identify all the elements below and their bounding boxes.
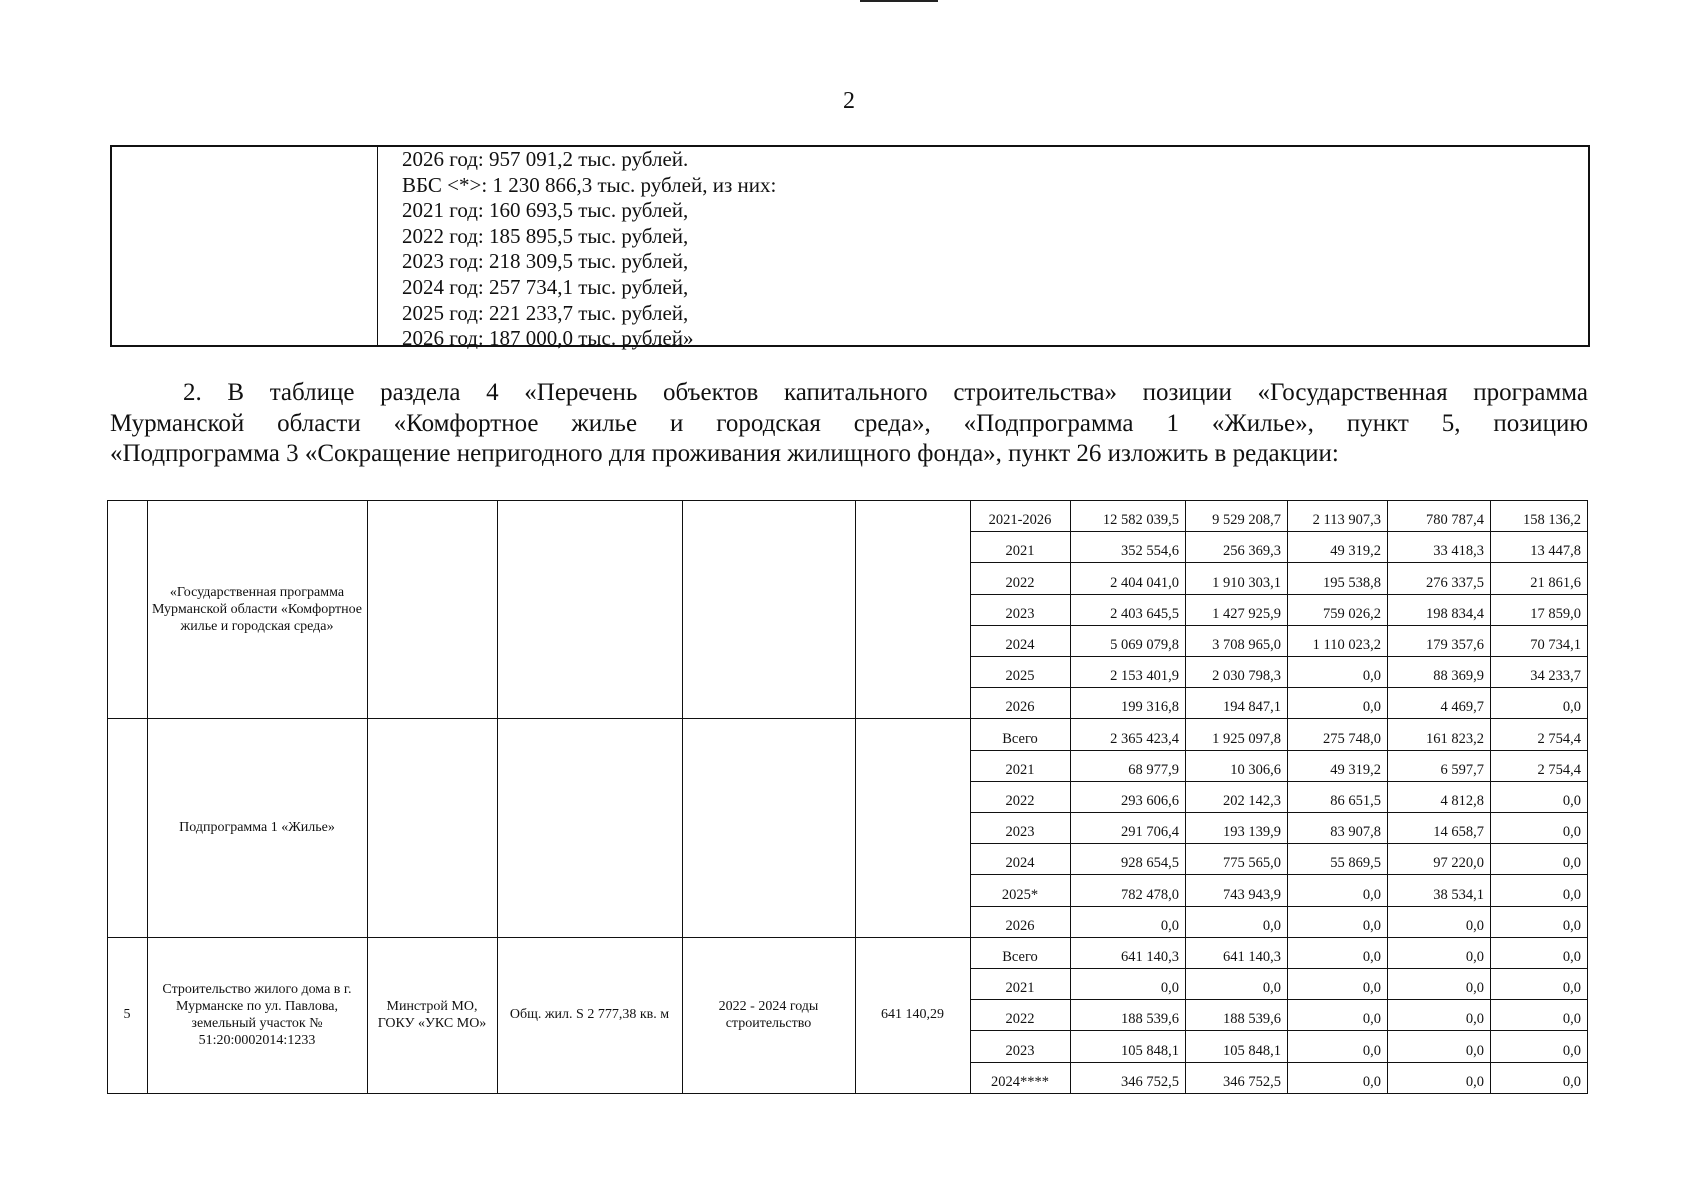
year-cell: 2023	[1005, 605, 1035, 622]
amount-cell: 0,0	[1562, 948, 1581, 965]
year-cell: 2021-2026	[988, 512, 1052, 529]
amount-cell: 198 834,4	[1426, 605, 1484, 622]
cost-cell	[859, 718, 966, 936]
amount-cell: 346 752,5	[1223, 1073, 1281, 1090]
capacity-cell: Общ. жил. S 2 777,38 кв. м	[509, 1007, 670, 1023]
amount-cell: 0,0	[1362, 699, 1381, 716]
row-number-cell	[111, 718, 143, 936]
amount-cell: 641 140,3	[1121, 948, 1179, 965]
year-cell: 2025	[1005, 668, 1035, 685]
capacity-cell	[501, 500, 678, 718]
amount-cell: 17 859,0	[1530, 605, 1581, 622]
row-number-cell	[111, 500, 143, 718]
amount-cell: 10 306,6	[1230, 761, 1281, 778]
amount-cell: 2 030 798,3	[1212, 668, 1281, 685]
amount-cell: 21 861,6	[1530, 574, 1581, 591]
amount-cell: 0,0	[1465, 917, 1484, 934]
amount-cell: 0,0	[1362, 1011, 1381, 1028]
year-cell: 2021	[1005, 980, 1035, 997]
amount-cell: 1 110 023,2	[1312, 636, 1381, 653]
object-name-cell: Строительство жилого дома в г. Мурманске по ул. Павлова, земельный участок № 51:20:0002014:1233	[162, 981, 352, 1048]
year-cell: 2022	[1005, 792, 1035, 809]
object-name-cell: Подпрограмма 1 «Жилье»	[179, 820, 335, 836]
amount-cell: 256 369,3	[1223, 543, 1281, 560]
amount-cell: 105 848,1	[1223, 1042, 1281, 1059]
amount-cell: 0,0	[1160, 980, 1179, 997]
amount-cell: 13 447,8	[1530, 543, 1581, 560]
year-cell: 2024	[1005, 636, 1035, 653]
year-cell: 2023	[1005, 824, 1035, 841]
amount-cell: 2 153 401,9	[1110, 668, 1179, 685]
amount-cell: 2 365 423,4	[1110, 730, 1179, 747]
amount-cell: 70 734,1	[1530, 636, 1581, 653]
amount-cell: 12 582 039,5	[1102, 512, 1179, 529]
amount-cell: 33 418,3	[1433, 543, 1484, 560]
period-cell	[686, 500, 851, 718]
year-cell: 2024****	[991, 1073, 1049, 1090]
amount-cell: 6 597,7	[1440, 761, 1484, 778]
amount-cell: 928 654,5	[1121, 855, 1179, 872]
amount-cell: 293 606,6	[1121, 792, 1179, 809]
paragraph-line: «Подпрограмма 3 «Сокращение непригодного для проживания жилищного фонда», пункт 26 изложить в редакции:	[110, 440, 1339, 467]
year-cell: 2021	[1005, 761, 1035, 778]
amount-cell: 775 565,0	[1223, 855, 1281, 872]
amount-cell: 55 869,5	[1330, 855, 1381, 872]
funding-lines	[402, 147, 776, 352]
amount-cell: 0,0	[1262, 917, 1281, 934]
amount-cell: 97 220,0	[1433, 855, 1484, 872]
amount-cell: 0,0	[1362, 948, 1381, 965]
amount-cell: 0,0	[1362, 886, 1381, 903]
column-divider	[377, 147, 378, 345]
amount-cell: 49 319,2	[1330, 761, 1381, 778]
amount-cell: 105 848,1	[1121, 1042, 1179, 1059]
executor-cell	[371, 500, 493, 718]
year-cell: 2022	[1005, 574, 1035, 591]
row-number-cell: 5	[123, 1007, 131, 1023]
period-cell	[686, 718, 851, 936]
amount-cell: 194 847,1	[1223, 699, 1281, 716]
amount-cell: 88 369,9	[1433, 668, 1484, 685]
amount-cell: 14 658,7	[1433, 824, 1484, 841]
capacity-cell	[501, 718, 678, 936]
amount-cell: 4 469,7	[1440, 699, 1484, 716]
executor-cell	[371, 718, 493, 936]
amount-cell: 0,0	[1465, 980, 1484, 997]
amount-cell: 0,0	[1562, 855, 1581, 872]
funding-line: 2021 год: 160 693,5 тыс. рублей,	[402, 198, 689, 223]
year-cell: 2022	[1005, 1011, 1035, 1028]
amount-cell: 158 136,2	[1523, 512, 1581, 529]
amount-cell: 0,0	[1362, 980, 1381, 997]
funding-summary-box	[110, 145, 1590, 351]
amount-cell: 0,0	[1562, 917, 1581, 934]
amount-cell: 0,0	[1465, 1011, 1484, 1028]
amount-cell: 0,0	[1562, 699, 1581, 716]
amount-cell: 0,0	[1465, 1042, 1484, 1059]
year-cell: 2024	[1005, 855, 1035, 872]
amount-cell: 86 651,5	[1330, 792, 1381, 809]
amount-cell: 0,0	[1362, 668, 1381, 685]
amount-cell: 83 907,8	[1330, 824, 1381, 841]
amount-cell: 291 706,4	[1121, 824, 1179, 841]
amount-cell: 202 142,3	[1223, 792, 1281, 809]
amount-cell: 780 787,4	[1426, 512, 1484, 529]
amount-cell: 0,0	[1562, 980, 1581, 997]
amount-cell: 0,0	[1562, 1042, 1581, 1059]
object-name-cell: «Государственная программа Мурманской области «Комфортное жилье и городская среда»	[151, 584, 363, 634]
amount-cell: 759 026,2	[1323, 605, 1381, 622]
amount-cell: 188 539,6	[1223, 1011, 1281, 1028]
year-cell: 2026	[1005, 699, 1035, 716]
amount-cell: 3 708 965,0	[1212, 636, 1281, 653]
amount-cell: 346 752,5	[1121, 1073, 1179, 1090]
amount-cell: 743 943,9	[1223, 886, 1281, 903]
cost-cell	[859, 500, 966, 718]
paragraph-line: Мурманской области «Комфортное жилье и городская среда», «Подпрограмма 1 «Жилье», пункт 5, позицию	[110, 409, 1588, 437]
amount-cell: 5 069 079,8	[1110, 636, 1179, 653]
amount-cell: 68 977,9	[1128, 761, 1179, 778]
funding-line: 2026 год: 187 000,0 тыс. рублей»	[402, 326, 694, 351]
amount-cell: 179 357,6	[1426, 636, 1484, 653]
year-cell: Всего	[1002, 730, 1038, 747]
amount-cell: 641 140,3	[1223, 948, 1281, 965]
period-cell: 2022 - 2024 годы строительство	[718, 998, 819, 1031]
top-edge-mark	[860, 0, 938, 2]
year-cell: 2023	[1005, 1042, 1035, 1059]
amount-cell: 352 554,6	[1121, 543, 1179, 560]
amount-cell: 188 539,6	[1121, 1011, 1179, 1028]
amount-cell: 0,0	[1362, 917, 1381, 934]
amount-cell: 0,0	[1465, 948, 1484, 965]
amount-cell: 2 403 645,5	[1110, 605, 1179, 622]
amount-cell: 782 478,0	[1121, 886, 1179, 903]
year-cell: Всего	[1002, 948, 1038, 965]
paragraph-line: 2. В таблице раздела 4 «Перечень объектов капитального строительства» позиции «Государственная программа	[183, 379, 1588, 406]
amount-cell: 275 748,0	[1323, 730, 1381, 747]
amount-cell: 0,0	[1362, 1073, 1381, 1090]
amount-cell: 49 319,2	[1330, 543, 1381, 560]
amount-cell: 1 910 303,1	[1212, 574, 1281, 591]
funding-line: 2026 год: 957 091,2 тыс. рублей.	[402, 147, 689, 171]
amount-cell: 2 404 041,0	[1110, 574, 1179, 591]
amount-cell: 9 529 208,7	[1212, 512, 1281, 529]
funding-line: ВБС <*>: 1 230 866,3 тыс. рублей, из них:	[402, 172, 777, 197]
amount-cell: 34 233,7	[1530, 668, 1581, 685]
year-cell: 2021	[1005, 543, 1035, 560]
year-cell: 2025*	[1001, 886, 1039, 903]
amendment-paragraph	[110, 378, 1588, 470]
amount-cell: 199 316,8	[1121, 699, 1179, 716]
executor-cell: Минстрой МО, ГОКУ «УКС МО»	[377, 998, 487, 1031]
amount-cell: 0,0	[1562, 886, 1581, 903]
amount-cell: 0,0	[1160, 917, 1179, 934]
amount-cell: 1 427 925,9	[1212, 605, 1281, 622]
amount-cell: 2 754,4	[1537, 761, 1581, 778]
amount-cell: 0,0	[1465, 1073, 1484, 1090]
amount-cell: 0,0	[1262, 980, 1281, 997]
funding-line: 2024 год: 257 734,1 тыс. рублей,	[402, 274, 689, 299]
amount-cell: 0,0	[1562, 1073, 1581, 1090]
amount-cell: 1 925 097,8	[1212, 730, 1281, 747]
amount-cell: 38 534,1	[1433, 886, 1484, 903]
funding-line: 2022 год: 185 895,5 тыс. рублей,	[402, 223, 689, 248]
page-number: 2	[843, 88, 855, 114]
amount-cell: 0,0	[1362, 1042, 1381, 1059]
amount-cell: 0,0	[1562, 792, 1581, 809]
amount-cell: 0,0	[1562, 824, 1581, 841]
cost-cell: 641 140,29	[881, 1007, 944, 1023]
amount-cell: 4 812,8	[1440, 792, 1484, 809]
amount-cell: 193 139,9	[1223, 824, 1281, 841]
amount-cell: 276 337,5	[1426, 574, 1484, 591]
amount-cell: 2 113 907,3	[1312, 512, 1381, 529]
year-cell: 2026	[1005, 917, 1035, 934]
funding-line: 2023 год: 218 309,5 тыс. рублей,	[402, 249, 689, 274]
amount-cell: 195 538,8	[1323, 574, 1381, 591]
amount-cell: 161 823,2	[1426, 730, 1484, 747]
amount-cell: 2 754,4	[1537, 730, 1581, 747]
amount-cell: 0,0	[1562, 1011, 1581, 1028]
funding-line: 2025 год: 221 233,7 тыс. рублей,	[402, 300, 689, 325]
